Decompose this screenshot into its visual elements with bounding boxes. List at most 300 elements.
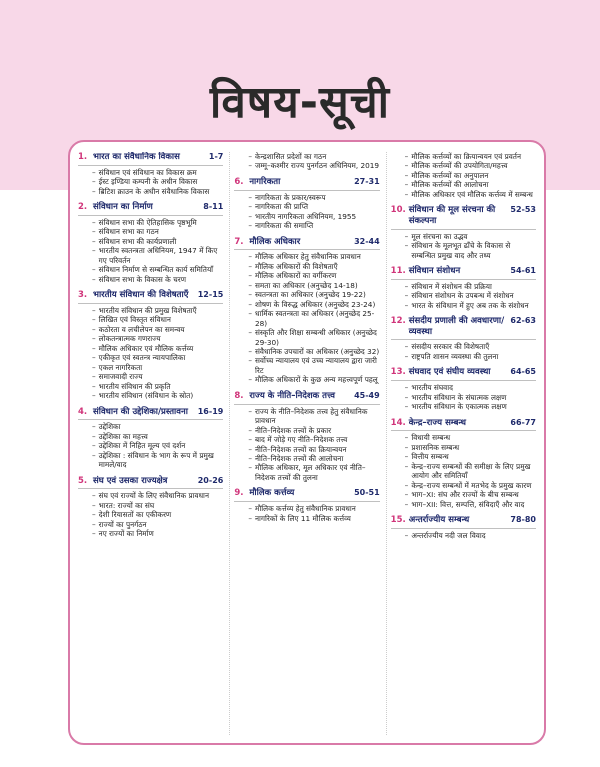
toc-subitem-label: एकीकृत एवं स्वतन्त्र न्यायपालिका <box>98 353 186 363</box>
toc-subitem-label: भारत के संविधान में हुए अब तक के संशोधन <box>411 300 529 310</box>
bullet-icon: – <box>248 425 252 435</box>
toc-subitem-label: मौलिक अधिकार हेतु संवैधानिक प्रावधान <box>254 252 361 262</box>
toc-subitem[interactable] <box>234 262 379 271</box>
bullet-icon: – <box>248 280 252 290</box>
toc-subitem-label: स्वतन्त्रता का अधिकार (अनुच्छेद 19-22) <box>254 290 366 300</box>
toc-subitem-label: भारतीय नागरिकता अधिनियम, 1955 <box>254 211 357 221</box>
bullet-icon: – <box>404 402 409 412</box>
bullet-icon: – <box>92 315 96 325</box>
toc-section-heading[interactable] <box>391 316 536 340</box>
toc-subitem-label: बाद में जोड़े गए नीति–निदेशक तत्त्व <box>254 435 348 445</box>
toc-section <box>78 476 223 539</box>
toc-section-heading[interactable] <box>78 152 223 166</box>
toc-subitem-label: प्रशासनिक सम्बन्ध <box>411 442 460 452</box>
bullet-icon: – <box>248 328 252 338</box>
toc-subitem[interactable] <box>78 246 223 265</box>
toc-subitem-label: एकल नागरिकता <box>98 362 143 372</box>
toc-subitem[interactable] <box>78 451 223 470</box>
bullet-icon: – <box>404 530 409 540</box>
toc-subitem-label: भारतीय संविधान की प्रकृति <box>98 381 171 391</box>
bullet-icon: – <box>248 444 252 454</box>
toc-subitem-label: मौलिक कर्त्तव्यों की आलोचना <box>411 180 489 190</box>
section-number: 2. <box>78 202 88 213</box>
section-pages: 27-31 <box>354 176 380 186</box>
toc-section <box>234 237 379 385</box>
bullet-icon: – <box>248 192 252 202</box>
toc-subitem[interactable] <box>234 309 379 328</box>
toc-subitem[interactable] <box>234 202 379 211</box>
section-title: संविधान की मूल संरचना की संकल्पना <box>408 205 496 227</box>
toc-subitem[interactable] <box>78 218 223 227</box>
toc-subitem[interactable] <box>78 265 223 274</box>
toc-subitem-label: मूल संरचना का उद्भव <box>411 231 468 241</box>
toc-subitem[interactable] <box>78 501 223 510</box>
toc-subitem-label: नागरिकों के लिए 11 मौलिक कर्त्तव्य <box>254 513 351 523</box>
section-pages: 52-53 <box>510 205 536 215</box>
toc-section <box>391 515 536 540</box>
toc-subitem[interactable] <box>234 463 379 482</box>
toc-subitem-label: अन्तर्राज्यीय नदी जल विवाद <box>411 530 486 540</box>
toc-subitem-label: लोकतन्त्रात्मक गणराज्य <box>98 334 161 344</box>
toc-subitem[interactable] <box>78 227 223 236</box>
section-pages: 54-61 <box>510 266 536 276</box>
toc-subitem-label: संस्कृति और शिक्षा सम्बन्धी अधिकार (अनुच्छेद 29-30) <box>254 328 377 347</box>
bullet-icon: – <box>404 281 409 291</box>
bullet-icon: – <box>248 309 252 319</box>
section-pages: 16-19 <box>197 406 224 416</box>
toc-subitem-label: भाग–XI: संघ और राज्यों के बीच सम्बन्ध <box>411 490 519 500</box>
section-number: 15. <box>390 515 406 525</box>
toc-subitem-label: संविधान में संशोधन की प्रक्रिया <box>411 281 492 291</box>
toc-subitem-label: राष्ट्रपति शासन व्यवस्था की तुलना <box>411 351 499 361</box>
toc-section-heading[interactable] <box>78 202 223 216</box>
toc-subitem[interactable] <box>391 531 536 540</box>
toc-subitem-label: लिखित एवं विस्तृत संविधान <box>98 315 171 325</box>
section-title: संघ एवं उसका राज्यक्षेत्र <box>93 475 168 486</box>
section-pages: 66-77 <box>510 417 536 427</box>
toc-subitem[interactable] <box>78 168 223 177</box>
toc-subitem-label: संविधान के मूलभूत ढाँचे के विकास से सम्बन्धित प्रमुख वाद और तथ्य <box>411 241 511 260</box>
bullet-icon: – <box>92 265 96 275</box>
toc-subitem-label: केन्द्रशासित प्रदेशों का गठन <box>254 152 327 161</box>
toc-subitem[interactable] <box>234 328 379 347</box>
bullet-icon: – <box>248 463 252 473</box>
toc-subitem-label: विधायी सम्बन्ध <box>411 433 451 443</box>
bullet-icon: – <box>404 170 409 180</box>
bullet-icon: – <box>404 461 409 471</box>
toc-section <box>234 488 379 523</box>
bullet-icon: – <box>92 372 96 382</box>
toc-subitem[interactable] <box>391 291 536 300</box>
page-title: विषय-सूची <box>209 77 391 128</box>
toc-section-heading[interactable] <box>391 367 536 381</box>
toc-subitem[interactable] <box>78 372 223 381</box>
section-number: 9. <box>234 488 244 499</box>
bullet-icon: – <box>248 211 252 221</box>
toc-section <box>234 177 379 231</box>
bullet-icon: – <box>248 504 252 514</box>
toc-subitem-label: राज्यों का पुनर्गठन <box>98 519 147 529</box>
toc-subitem[interactable] <box>234 281 379 290</box>
bullet-icon: – <box>404 490 409 500</box>
toc-subitem[interactable] <box>391 282 536 291</box>
bullet-icon: – <box>92 500 96 510</box>
toc-subitem-label: ईस्ट इण्डिया कम्पनी के अधीन विकास <box>98 177 198 187</box>
toc-subitem[interactable] <box>234 347 379 356</box>
bullet-icon: – <box>404 433 409 443</box>
toc-subitem-label: संवैधानिक उपचारों का अधिकार (अनुच्छेद 32) <box>254 347 380 356</box>
toc-column-3 <box>386 152 536 735</box>
toc-subitem[interactable] <box>234 300 379 309</box>
toc-subitem-label: समाजवादी राज्य <box>98 372 143 382</box>
bullet-icon: – <box>92 491 96 501</box>
bullet-icon: – <box>248 375 252 385</box>
toc-subitem-label: मौलिक कर्त्तव्यों का अनुपालन <box>411 170 489 180</box>
section-title: नागरिकता <box>249 176 281 187</box>
toc-subitem-label: भारतीय संविधान के एकात्मक लक्षण <box>411 402 507 412</box>
toc-subitem[interactable] <box>391 190 536 199</box>
toc-subitem[interactable] <box>78 275 223 284</box>
bullet-icon: – <box>248 290 252 300</box>
toc-subitem[interactable] <box>391 241 536 260</box>
section-pages: 20-26 <box>197 475 224 485</box>
toc-subitem-label: वित्तीय सम्बन्ध <box>411 452 449 462</box>
toc-subitem[interactable] <box>78 237 223 246</box>
section-number: 8. <box>234 390 244 401</box>
toc-subitem-label: भारतीय स्वतन्त्रता अधिनियम, 1947 में किए गए परिवर्तन <box>98 246 218 265</box>
section-title: संविधान की उद्देशिका/प्रस्तावना <box>93 406 188 417</box>
toc-subitem-label: मौलिक अधिकार एवं मौलिक कर्त्तव्य में सम्बन्ध <box>411 189 533 199</box>
bullet-icon: – <box>92 217 96 227</box>
toc-subitem[interactable] <box>234 407 379 426</box>
toc-subitem[interactable] <box>78 520 223 529</box>
section-title: अन्तर्राज्यीय सम्बन्ध <box>408 515 470 525</box>
toc-subitem[interactable] <box>234 445 379 454</box>
section-pages: 78-80 <box>510 515 536 524</box>
section-number: 11. <box>390 266 406 277</box>
toc-subitem-label: नीति–निदेशक तत्त्वों की आलोचना <box>254 453 344 463</box>
toc-subitem-label: मौलिक अधिकार, मूल अधिकार एवं नीति–निदेशक तत्त्वों की तुलना <box>254 463 366 482</box>
toc-section <box>391 418 536 510</box>
section-pages: 45-49 <box>354 390 380 400</box>
toc-subitem[interactable] <box>391 161 536 170</box>
section-number: 5. <box>78 475 88 486</box>
toc-subitem-label: नागरिकता की समाप्ति <box>254 221 314 231</box>
section-number: 10. <box>390 205 406 216</box>
toc-subitem-label: मौलिक कर्त्तव्य हेतु संवैधानिक प्रावधान <box>254 504 356 514</box>
section-pages: 1-7 <box>208 152 224 161</box>
bullet-icon: – <box>404 241 409 251</box>
toc-section <box>78 152 223 196</box>
bullet-icon: – <box>92 519 96 529</box>
toc-subitem[interactable] <box>391 481 536 490</box>
bullet-icon: – <box>92 441 96 451</box>
toc-section <box>234 391 379 483</box>
toc-subitem[interactable] <box>234 193 379 202</box>
toc-subitem[interactable] <box>234 435 379 444</box>
toc-section-heading[interactable] <box>391 515 536 529</box>
bullet-icon: – <box>92 510 96 520</box>
toc-section-heading[interactable] <box>78 290 223 304</box>
toc-subitem-label: नीति–निदेशक तत्त्वों के प्रकार <box>254 425 332 435</box>
toc-subitem-label: मौलिक कर्त्तव्यों का क्रियान्वयन एवं प्रवर्तन <box>411 152 522 161</box>
toc-subitem[interactable] <box>391 393 536 402</box>
toc-subitem[interactable] <box>234 271 379 280</box>
section-title: संविधान का निर्माण <box>93 202 153 213</box>
section-number: 7. <box>234 236 244 247</box>
bullet-icon: – <box>92 343 96 353</box>
toc-subitem-label: भारतीय संघवाद <box>411 383 453 393</box>
section-number: 6. <box>234 176 244 187</box>
section-title: संसदीय प्रणाली की अवधारणा/व्यवस्था <box>408 316 505 337</box>
bullet-icon: – <box>404 152 409 161</box>
bullet-icon: – <box>248 202 252 212</box>
toc-subitem[interactable] <box>78 363 223 372</box>
toc-subitem[interactable] <box>391 301 536 310</box>
toc-subitem-label: संविधान सभा की कार्यप्रणाली <box>98 236 177 246</box>
toc-subitem[interactable] <box>391 490 536 499</box>
toc-section-heading[interactable] <box>78 407 223 421</box>
toc-subitem-label: उद्देशिका <box>98 422 121 432</box>
toc-section-heading[interactable] <box>78 476 223 490</box>
toc-subitem-label: संविधान एवं संविधान का विकास क्रम <box>98 167 197 177</box>
toc-subitem[interactable] <box>234 426 379 435</box>
toc-subitem-label: कठोरता व लचीलेपन का समन्वय <box>98 324 185 334</box>
toc-section-heading[interactable] <box>391 205 536 229</box>
section-pages: 64-65 <box>510 367 536 377</box>
bullet-icon: – <box>92 362 96 372</box>
toc-subitem[interactable] <box>234 514 379 523</box>
toc-section-heading[interactable] <box>391 266 536 280</box>
toc-subitem[interactable] <box>78 306 223 315</box>
toc-section <box>391 316 536 361</box>
toc-subitem[interactable] <box>234 161 379 170</box>
toc-section-heading[interactable] <box>234 488 379 502</box>
toc-subitem[interactable] <box>78 422 223 431</box>
toc-subitem[interactable] <box>78 334 223 343</box>
toc-subitem-label: केन्द्र–राज्य सम्बन्धों में मतभेद के प्रमुख कारण <box>411 480 532 490</box>
bullet-icon: – <box>248 406 252 416</box>
toc-subitem-label: संविधान सभा के विकास के चरण <box>98 274 186 284</box>
toc-section-heading[interactable] <box>391 418 536 432</box>
toc-subitem-label: राज्य के नीति–निदेशक तत्त्व हेतु संवैधानिक प्रावधान <box>254 406 368 426</box>
toc-subitem-label: केन्द्र–राज्य सम्बन्धों की समीक्षा के लिए प्रमुख आयोग और समितियाँ <box>411 461 531 481</box>
bullet-icon: – <box>92 529 96 539</box>
bullet-icon: – <box>404 180 409 190</box>
toc-subitem[interactable] <box>78 441 223 450</box>
section-number: 12. <box>390 316 406 327</box>
toc-subitem-label: सर्वोच्च न्यायालय एवं उच्च न्यायालय द्वारा जारी रिट <box>254 356 377 375</box>
toc-subitem[interactable] <box>78 510 223 519</box>
section-pages: 12-15 <box>197 290 224 300</box>
toc-subitem-label: संविधान निर्माण से सम्बन्धित कार्य समितियाँ <box>98 265 214 275</box>
toc-subitem[interactable] <box>391 152 536 161</box>
bullet-icon: – <box>92 167 96 177</box>
toc-subitem-label: नागरिकता के प्रकार/स्वरूप <box>254 192 326 202</box>
bullet-icon: – <box>248 221 252 231</box>
bullet-icon: – <box>92 177 96 187</box>
toc-subitem[interactable] <box>78 325 223 334</box>
toc-section <box>391 367 536 411</box>
toc-column-2 <box>229 152 379 735</box>
bullet-icon: – <box>92 391 96 401</box>
bullet-icon: – <box>92 353 96 363</box>
toc-subitem[interactable] <box>391 383 536 392</box>
toc-subitem-label: नागरिकता की प्राप्ति <box>254 202 309 212</box>
toc-subitem[interactable] <box>78 432 223 441</box>
toc-section <box>78 202 223 284</box>
bullet-icon: – <box>248 152 252 161</box>
bullet-icon: – <box>92 431 96 441</box>
toc-subitem-label: शोषण के विरुद्ध अधिकार (अनुच्छेद 23-24) <box>254 299 376 309</box>
bullet-icon: – <box>92 324 96 334</box>
section-number: 4. <box>78 406 88 417</box>
toc-subitem-label: मौलिक कर्त्तव्यों की उपयोगिता/महत्त्व <box>411 161 508 171</box>
bullet-icon: – <box>248 347 252 356</box>
toc-subitem[interactable] <box>234 375 379 384</box>
toc-subitem[interactable] <box>234 152 379 161</box>
toc-subitem[interactable] <box>78 177 223 186</box>
section-title: राज्य के नीति–निदेशक तत्त्व <box>249 390 336 401</box>
bullet-icon: – <box>404 189 409 199</box>
toc-subitem[interactable] <box>391 452 536 461</box>
toc-subitem[interactable] <box>391 433 536 442</box>
bullet-icon: – <box>92 334 96 344</box>
toc-subitem-label: संविधान सभा का गठन <box>98 227 159 237</box>
bullet-icon: – <box>404 342 409 352</box>
bullet-icon: – <box>248 356 252 366</box>
toc-subitem-label: देशी रियासतों का एकीकरण <box>98 510 172 520</box>
bullet-icon: – <box>404 300 409 310</box>
toc-subitem[interactable] <box>78 344 223 353</box>
section-title: संविधान संशोधन <box>408 266 461 277</box>
bullet-icon: – <box>92 305 96 315</box>
toc-subitem[interactable] <box>391 402 536 411</box>
bullet-icon: – <box>404 452 409 462</box>
bullet-icon: – <box>404 231 409 241</box>
bullet-icon: – <box>92 450 96 460</box>
toc-subitem-label: संविधान संशोधन के उपबन्ध में संशोधन <box>411 291 514 301</box>
toc-subitem[interactable] <box>391 352 536 361</box>
toc-subitem[interactable] <box>391 180 536 189</box>
bullet-icon: – <box>248 435 252 445</box>
toc-subitem[interactable] <box>78 391 223 400</box>
bullet-icon: – <box>248 271 252 281</box>
bullet-icon: – <box>92 274 96 284</box>
toc-subitem-label: मौलिक अधिकारों के कुछ अन्य महत्त्वपूर्ण पहलू <box>254 375 378 385</box>
toc-subitem[interactable] <box>78 382 223 391</box>
toc-subitem-label: संघ एवं राज्यों के लिए संवैधानिक प्रावधान <box>98 491 209 501</box>
toc-subitem[interactable] <box>234 212 379 221</box>
section-pages: 8-11 <box>203 202 224 212</box>
toc-subitem-label: मौलिक अधिकारों का वर्गीकरण <box>254 271 337 281</box>
bullet-icon: – <box>404 291 409 301</box>
toc-subitem[interactable] <box>78 187 223 196</box>
bullet-icon: – <box>92 236 96 246</box>
toc-subitem-label: भाग–XII: वित्त, सम्पत्ति, संविदाएँ और वाद <box>411 499 525 509</box>
toc-subitem-label: नीति–निदेशक तत्त्वों का क्रियान्वयन <box>254 444 347 454</box>
bullet-icon: – <box>404 442 409 452</box>
toc-subitem-label: ब्रिटिश क्राउन के अधीन संवैधानिक विकास <box>98 186 210 196</box>
section-number: 13. <box>390 367 406 378</box>
toc-subitem[interactable] <box>234 504 379 513</box>
bullet-icon: – <box>404 480 409 490</box>
bullet-icon: – <box>404 351 409 361</box>
section-title: भारतीय संविधान की विशेषताएँ <box>93 290 189 301</box>
section-title: मौलिक कर्त्तव्य <box>249 488 295 499</box>
bullet-icon: – <box>248 161 252 171</box>
toc-subitem-label: मौलिक अधिकारों की विशेषताएँ <box>254 261 338 271</box>
bullet-icon: – <box>404 499 409 509</box>
toc-section <box>391 205 536 260</box>
bullet-icon: – <box>248 513 252 523</box>
toc-subitem-label: उद्देशिका में निहित मूल्य एवं दर्शन <box>98 441 186 451</box>
toc-section-heading[interactable] <box>234 177 379 191</box>
toc-section <box>391 266 536 310</box>
toc-subitem[interactable] <box>391 171 536 180</box>
toc-subitem[interactable] <box>234 290 379 299</box>
toc-column-1 <box>78 152 223 735</box>
toc-subitem-label: भारतीय संविधान की प्रमुख विशेषताएँ <box>98 305 197 315</box>
toc-subitem[interactable] <box>78 529 223 538</box>
section-pages: 50-51 <box>354 488 380 498</box>
bullet-icon: – <box>92 381 96 391</box>
bullet-icon: – <box>404 161 409 171</box>
section-title: भारत का संवैधानिक विकास <box>93 152 180 162</box>
toc-subitem[interactable] <box>391 500 536 509</box>
toc-section-heading[interactable] <box>234 391 379 405</box>
toc-section <box>78 407 223 470</box>
toc-box <box>68 140 546 745</box>
toc-subitem-label: संसदीय सरकार की विशेषताएँ <box>411 342 490 352</box>
toc-subitem[interactable] <box>234 356 379 375</box>
section-number: 3. <box>78 290 88 301</box>
toc-section-heading[interactable] <box>234 237 379 251</box>
toc-subitem[interactable] <box>78 315 223 324</box>
toc-subitem-label: उद्देशिका का महत्त्व <box>98 431 148 441</box>
bullet-icon: – <box>404 392 409 402</box>
bullet-icon: – <box>248 252 252 262</box>
section-title: केन्द्र–राज्य सम्बन्ध <box>408 417 467 428</box>
bullet-icon: – <box>248 299 252 309</box>
toc-subitem[interactable] <box>391 443 536 452</box>
toc-subitem-label: भारतीय संविधान के संघात्मक लक्षण <box>411 392 507 402</box>
toc-subitem[interactable] <box>391 462 536 481</box>
bullet-icon: – <box>248 261 252 271</box>
toc-subitem-label: भारत: राज्यों का संघ <box>98 500 155 510</box>
toc-section <box>78 290 223 400</box>
toc-subitem-label: नए राज्यों का निर्माण <box>98 529 154 539</box>
bullet-icon: – <box>92 186 96 196</box>
toc-subitem[interactable] <box>234 454 379 463</box>
toc-subitem[interactable] <box>391 342 536 351</box>
toc-subitem-label: मौलिक अधिकार एवं मौलिक कर्त्तव्य <box>98 343 194 353</box>
section-title: संघवाद एवं संघीय व्यवस्था <box>408 367 491 378</box>
bullet-icon: – <box>248 453 252 463</box>
toc-subitem-label: भारतीय संविधान (संविधान के स्रोत) <box>98 391 194 401</box>
toc-subitem[interactable] <box>391 232 536 241</box>
toc-subitem-label: धार्मिक स्वतन्त्रता का अधिकार (अनुच्छेद 25-28) <box>254 309 375 328</box>
toc-subitem[interactable] <box>78 491 223 500</box>
bullet-icon: – <box>92 227 96 237</box>
toc-continued-items <box>391 152 536 199</box>
section-number: 14. <box>390 417 406 428</box>
toc-subitem-label: संविधान सभा की ऐतिहासिक पृष्ठभूमि <box>98 217 197 227</box>
toc-subitem[interactable] <box>234 252 379 261</box>
toc-subitem[interactable] <box>78 353 223 362</box>
toc-subitem[interactable] <box>234 221 379 230</box>
bullet-icon: – <box>404 383 409 393</box>
